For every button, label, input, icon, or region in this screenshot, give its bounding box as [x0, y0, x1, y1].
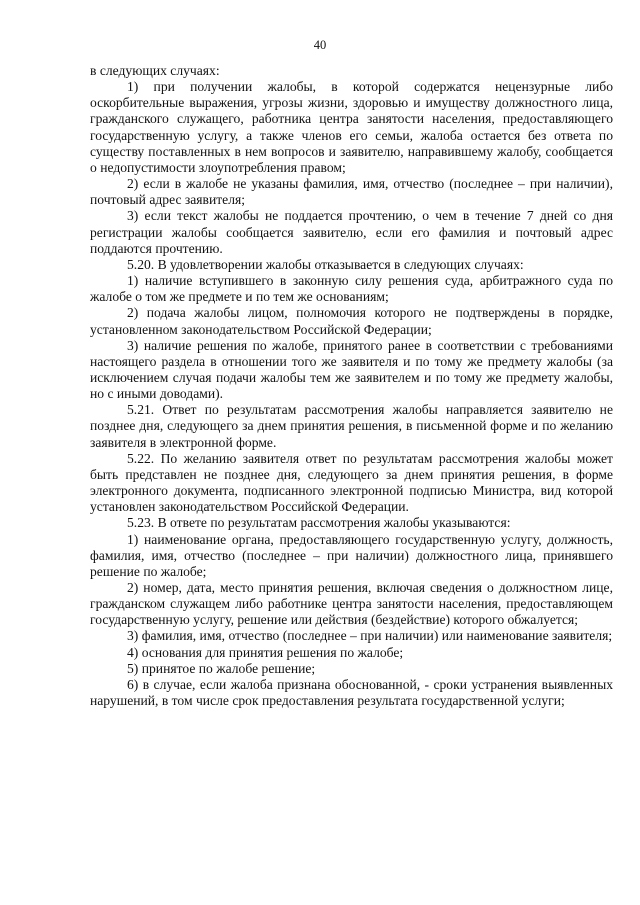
paragraph-5-22: 5.22. По желанию заявителя ответ по результатам рассмотрения жалобы может быть представлен не позднее дня, следующего за днем принятия решения, в форме электронного документа, подписанного электронной подписью Министра, вид которой установлен законодательством Российской Федерации.	[90, 450, 613, 515]
paragraph-continuation: в следующих случаях:	[90, 63, 220, 78]
paragraph-5-21: 5.21. Ответ по результатам рассмотрения жалобы направляется заявителю не позднее дня, следующего за днем принятия решения, в письменной форме и по желанию заявителя в электронной форме.	[90, 402, 613, 450]
paragraph-5-20-item-1: 1) наличие вступившего в законную силу решения суда, арбитражного суда по жалобе о том же предмете и по тем же основаниям;	[90, 273, 613, 305]
paragraph-item-2: 2) если в жалобе не указаны фамилия, имя, отчество (последнее – при наличии), почтовый адрес заявителя;	[90, 176, 613, 208]
document-body	[90, 63, 613, 709]
paragraph-5-23-item-5: 5) принятое по жалобе решение;	[127, 660, 316, 676]
paragraph-5-23-item-1: 1) наименование органа, предоставляющего государственную услугу, должность, фамилия, имя, отчество (последнее – при наличии) должностного лица, принявшего решение по жалобе;	[90, 531, 613, 579]
paragraph-item-1: 1) при получении жалобы, в которой содержатся нецензурные либо оскорбительные выражения, угрозы жизни, здоровью и имуществу должностного лица, гражданского служащего, работника центра занятости населения, предоставляющего государственную услугу, а также членов его семьи, жалоба остается без ответа по существу поставленных в нем вопросов и заявителю, направившему жалобу, сообщается о недопустимости злоупотребления правом;	[90, 79, 613, 175]
paragraph-5-20: 5.20. В удовлетворении жалобы отказывается в следующих случаях:	[127, 256, 524, 272]
paragraph-5-23-item-3: 3) фамилия, имя, отчество (последнее – при наличии) или наименование заявителя;	[127, 628, 613, 644]
paragraph-5-20-item-3: 3) наличие решения по жалобе, принятого ранее в соответствии с требованиями настоящего раздела в отношении того же заявителя и по тому же предмету жалобы (за исключением случая подачи жалобы тем же заявителем и по тому же предмету жалобы, но с иными доводами).	[90, 337, 613, 402]
paragraph-5-23-item-4: 4) основания для принятия решения по жалобе;	[127, 644, 404, 660]
paragraph-5-23-item-6: 6) в случае, если жалоба признана обоснованной, - сроки устранения выявленных нарушений, в том числе срок предоставления результата государственной услуги;	[90, 676, 613, 709]
paragraph-5-23-item-2: 2) номер, дата, место принятия решения, включая сведения о должностном лице, гражданском служащем либо работнике центра занятости населения, предоставляющем государственную услугу, решение или действия (бездействие) которого обжалуется;	[90, 580, 613, 628]
paragraph-5-20-item-2: 2) подача жалобы лицом, полномочия которого не подтверждены в порядке, установленном законодательством Российской Федерации;	[90, 305, 613, 337]
paragraph-5-23: 5.23. В ответе по результатам рассмотрения жалобы указываются:	[127, 515, 511, 531]
page-number: 40	[313, 38, 327, 52]
paragraph-item-3: 3) если текст жалобы не поддается прочтению, о чем в течение 7 дней со дня регистрации жалобы сообщается заявителю, если его фамилия и почтовый адрес поддаются прочтению.	[90, 208, 613, 256]
